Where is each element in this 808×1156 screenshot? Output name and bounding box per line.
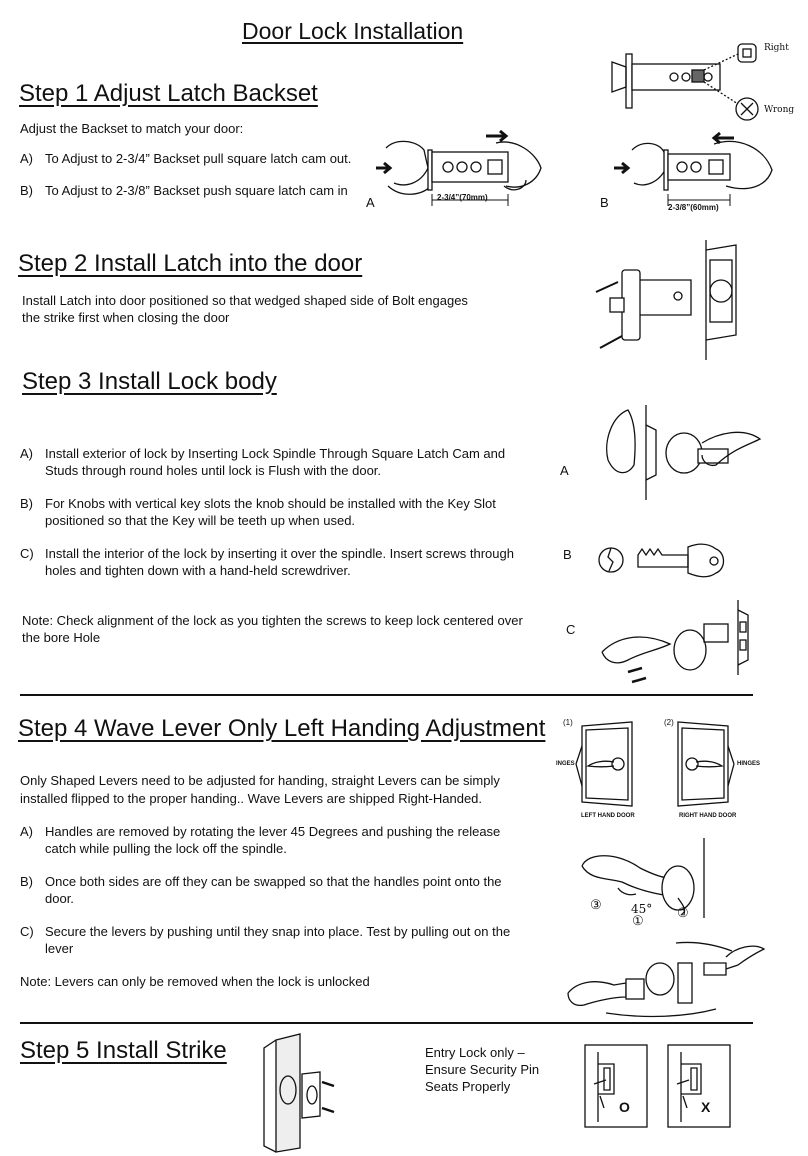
item-text-line2: door. <box>45 891 74 906</box>
security-pin-wrong-illustration <box>667 1044 731 1128</box>
step1-item-b <box>20 182 360 199</box>
step3-item-c <box>20 545 540 579</box>
interior-lever-install-illustration <box>598 600 758 690</box>
dim-label-a: 2-3/4”(70mm) <box>437 193 488 202</box>
step3-note-line1: Note: Check alignment of the lock as you tighten the screws to keep lock centered over <box>22 613 523 628</box>
left-hand-door-label: LEFT HAND DOOR <box>581 813 635 819</box>
step3-fig-a-label: A <box>560 463 569 478</box>
item-text-line2: lever <box>45 941 74 956</box>
marker: A) <box>20 151 33 166</box>
step1-heading: Step 1 Adjust Latch Backset <box>19 80 318 107</box>
step2-line1: Install Latch into door positioned so that wedged shaped side of Bolt engages <box>22 293 468 308</box>
step3-item-b <box>20 495 540 529</box>
angle-45-label: 45° <box>631 902 653 916</box>
marker: C) <box>20 924 34 939</box>
item-text-line1: For Knobs with vertical key slots the knob should be installed with the Key Slot <box>45 496 496 511</box>
step4-item-c <box>20 923 540 957</box>
step2-line2: the strike first when closing the door <box>22 310 230 325</box>
step3-fig-b-label: B <box>563 547 572 562</box>
step1-fig-b-label: B <box>600 195 609 210</box>
step1-fig-a-label: A <box>366 195 375 210</box>
marker: A) <box>20 824 33 839</box>
marker: B) <box>20 496 33 511</box>
hinges-right-label: HINGES <box>737 761 761 767</box>
exterior-lever-install-illustration <box>598 405 768 500</box>
marker: C) <box>20 546 34 561</box>
step2-heading: Step 2 Install Latch into the door <box>18 250 363 277</box>
dim-label-b: 2-3/8”(60mm) <box>668 203 719 212</box>
item-text-line2: positioned so that the Key will be teeth up when used. <box>45 513 356 528</box>
step5-heading: Step 5 Install Strike <box>20 1037 227 1064</box>
divider-1 <box>20 694 753 696</box>
step4-item-b <box>20 873 540 907</box>
fig2-number: (2) <box>664 718 674 727</box>
latch-cam-right-wrong-illustration <box>612 42 762 132</box>
step3-heading: Step 3 Install Lock body <box>22 368 277 395</box>
step4-intro-line1: Only Shaped Levers need to be adjusted for handing, straight Levers can be simply <box>20 773 500 788</box>
lever-swap-illustration <box>566 935 766 1020</box>
fig1-number: (1) <box>563 718 573 727</box>
step5-note-line1: Entry Lock only – <box>425 1045 525 1060</box>
key-teeth-up-illustration <box>598 535 733 585</box>
step3-note-line2: the bore Hole <box>22 630 101 645</box>
step4-item-a <box>20 823 540 857</box>
divider-2 <box>20 1022 753 1024</box>
step3-item-a <box>20 445 540 479</box>
item-text: To Adjust to 2-3/4” Backset pull square latch cam out. <box>45 151 352 166</box>
item-text-line2: catch while pulling the lock off the spindle. <box>45 841 287 856</box>
step5-note-line2: Ensure Security Pin <box>425 1062 540 1077</box>
step-marker-1: ① <box>632 914 644 929</box>
page-title: Door Lock Installation <box>242 18 464 44</box>
item-text-line1: Handles are removed by rotating the lever 45 Degrees and pushing the release <box>45 824 501 839</box>
item-text-line1: Secure the levers by pushing until they snap into place. Test by pulling out on the <box>45 924 511 939</box>
security-pin-correct-illustration <box>584 1044 648 1128</box>
marker: A) <box>20 446 33 461</box>
hinges-left-label: INGES <box>556 761 575 767</box>
step4-heading: Step 4 Wave Lever Only Left Handing Adjustment <box>18 715 546 742</box>
strike-install-illustration <box>256 1030 346 1152</box>
right-label: Right <box>764 43 789 53</box>
latch-backset-push-illustration <box>614 128 784 213</box>
step-marker-3: ③ <box>590 898 602 913</box>
correct-mark: O <box>619 1099 630 1115</box>
step4-note: Note: Levers can only be removed when the lock is unlocked <box>20 974 370 989</box>
item-text-line2: holes and tighten down with a hand-held screwdriver. <box>45 563 351 578</box>
item-text: To Adjust to 2-3/8” Backset push square latch cam in <box>45 183 348 198</box>
item-text-line1: Install the interior of the lock by inserting it over the spindle. Insert screws through <box>45 546 514 561</box>
item-text-line1: Install exterior of lock by Inserting Lock Spindle Through Square Latch Cam and <box>45 446 506 461</box>
wrong-mark: X <box>701 1099 711 1115</box>
marker: B) <box>20 183 33 198</box>
latch-into-door-illustration <box>596 240 756 360</box>
step5-note-line3: Seats Properly <box>425 1079 511 1094</box>
item-text-line1: Once both sides are off they can be swapped so that the handles point onto the <box>45 874 502 889</box>
step4-intro-line2: installed flipped to the proper handing.. Wave Levers are shipped Right-Handed. <box>20 791 483 806</box>
step1-intro: Adjust the Backset to match your door: <box>20 121 244 136</box>
wrong-label: Wrong <box>764 105 795 115</box>
marker: B) <box>20 874 33 889</box>
step3-fig-c-label: C <box>566 622 576 637</box>
step-marker-2: ② <box>677 906 689 921</box>
right-hand-door-label: RIGHT HAND DOOR <box>679 813 737 819</box>
step1-item-a <box>20 150 360 167</box>
item-text-line2: Studs through round holes until lock is Flush with the door. <box>45 463 382 478</box>
